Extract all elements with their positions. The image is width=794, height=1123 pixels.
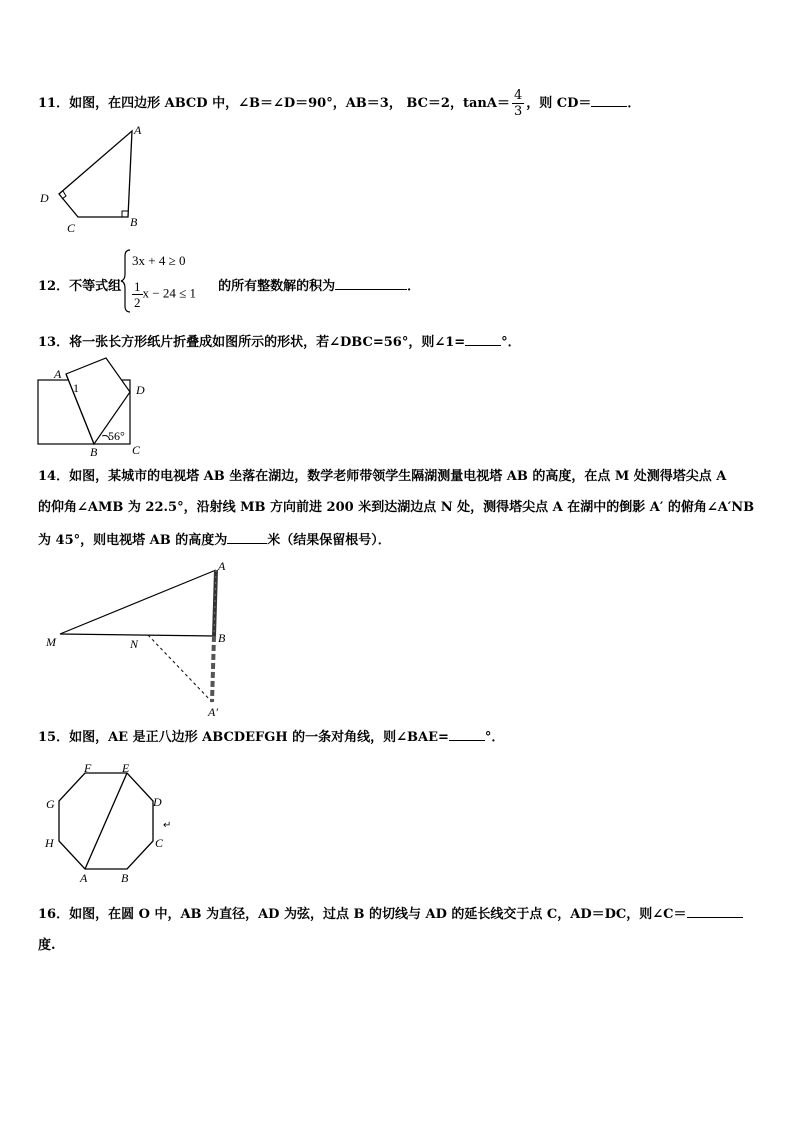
- q11-text-b: ，则 CD＝: [526, 96, 592, 111]
- q16-text-a: 16．如图，在圆 O 中，AB 为直径，AD 为弦，过点 B 的切线与 AD 的延长线交于点 C，AD＝DC，则∠C＝: [38, 907, 687, 922]
- q14-text-a: 为 45°，则电视塔 AB 的高度为: [38, 533, 228, 548]
- q11-label-B: B: [130, 215, 138, 229]
- q15-label-D: D: [153, 795, 162, 809]
- question-16-line-1: [38, 905, 743, 924]
- q11-text-c: ．: [627, 96, 641, 111]
- q15-label-G: G: [46, 797, 55, 811]
- question-14-line-2: 的仰角∠AMB 为 22.5°，沿射线 MB 方向前进 200 米到达湖边点 N 处，测得塔尖点 A 在湖中的倒影 A′ 的俯角∠A′NB: [38, 500, 755, 515]
- q13-answer-blank[interactable]: [465, 333, 501, 346]
- q12-text-c: ．: [407, 279, 421, 294]
- q12-inequality-2: [132, 279, 196, 310]
- q13-label-1: 1: [73, 381, 79, 395]
- q11-label-A: A: [134, 123, 142, 137]
- q15-label-A: A: [80, 871, 88, 885]
- q14-figure: [40, 558, 240, 718]
- q11-text-a: 11．如图，在四边形 ABCD 中，∠B＝∠D＝90°，AB＝3， BC＝2，tanA＝: [38, 96, 510, 111]
- q12-answer-blank[interactable]: [335, 277, 407, 290]
- question-15: [38, 728, 504, 747]
- question-13: [38, 333, 521, 352]
- q15-figure: [40, 758, 180, 886]
- q15-answer-blank[interactable]: [449, 728, 485, 741]
- question-16-line-2: 度.: [38, 938, 56, 953]
- q15-label-E: E: [122, 761, 130, 775]
- q11-frac-den: 3: [513, 104, 523, 119]
- q13-label-C: C: [132, 443, 141, 457]
- q11-answer-blank[interactable]: [591, 94, 627, 107]
- q15-label-F: F: [84, 761, 92, 775]
- question-14-line-1: 14．如图，某城市的电视塔 AB 坐落在湖边，数学老师带领学生隔湖测量电视塔 AB 的高度，在点 M 处测得塔尖点 A: [38, 469, 727, 484]
- q14-label-Aprime: A′: [208, 705, 218, 718]
- q11-label-C: C: [67, 221, 76, 235]
- q12-ineq2-rest: x − 24 ≤ 1: [142, 285, 196, 301]
- q14-label-B: B: [218, 631, 226, 645]
- q15-text-b: °．: [484, 730, 505, 745]
- q13-label-D: D: [136, 383, 145, 397]
- q13-text-b: °．: [501, 335, 521, 350]
- q14-text-b: 米（结果保留根号）．: [267, 533, 391, 548]
- q14-label-N: N: [130, 637, 139, 651]
- q11-frac-num: 4: [513, 88, 523, 103]
- q12-inequality-1: 3x + 4 ≥ 0: [132, 253, 186, 268]
- q16-answer-blank[interactable]: [687, 905, 743, 918]
- q13-label-A: A: [54, 367, 62, 381]
- q12-frac-num: 1: [134, 279, 141, 294]
- q13-text-a: 13．将一张长方形纸片折叠成如图所示的形状，若∠DBC=56°，则∠1=: [38, 335, 466, 350]
- q12-text-a: 12．不等式组: [38, 279, 122, 294]
- q15-return-mark: ↵: [163, 820, 172, 831]
- q14-answer-blank[interactable]: [227, 531, 267, 544]
- q13-figure: [36, 354, 156, 458]
- q12-brace: [120, 248, 132, 314]
- question-11: [38, 88, 640, 119]
- q11-label-D: D: [40, 191, 49, 205]
- q14-label-A: A: [218, 559, 226, 573]
- q15-label-C: C: [155, 836, 164, 850]
- q13-angle-label: 56°: [108, 429, 125, 443]
- q15-label-H: H: [45, 836, 54, 850]
- q15-text-a: 15．如图，AE 是正八边形 ABCDEFGH 的一条对角线，则∠BAE=: [38, 730, 449, 745]
- q14-label-M: M: [46, 635, 56, 649]
- question-12: [38, 277, 420, 296]
- q13-label-B: B: [90, 445, 98, 458]
- q15-label-B: B: [121, 871, 129, 885]
- q11-figure: [36, 122, 146, 240]
- q11-fraction: [512, 88, 524, 119]
- question-14-line-3: [38, 531, 391, 550]
- q12-text-b: 的所有整数解的积为: [218, 279, 336, 294]
- q12-frac-den: 2: [134, 295, 141, 310]
